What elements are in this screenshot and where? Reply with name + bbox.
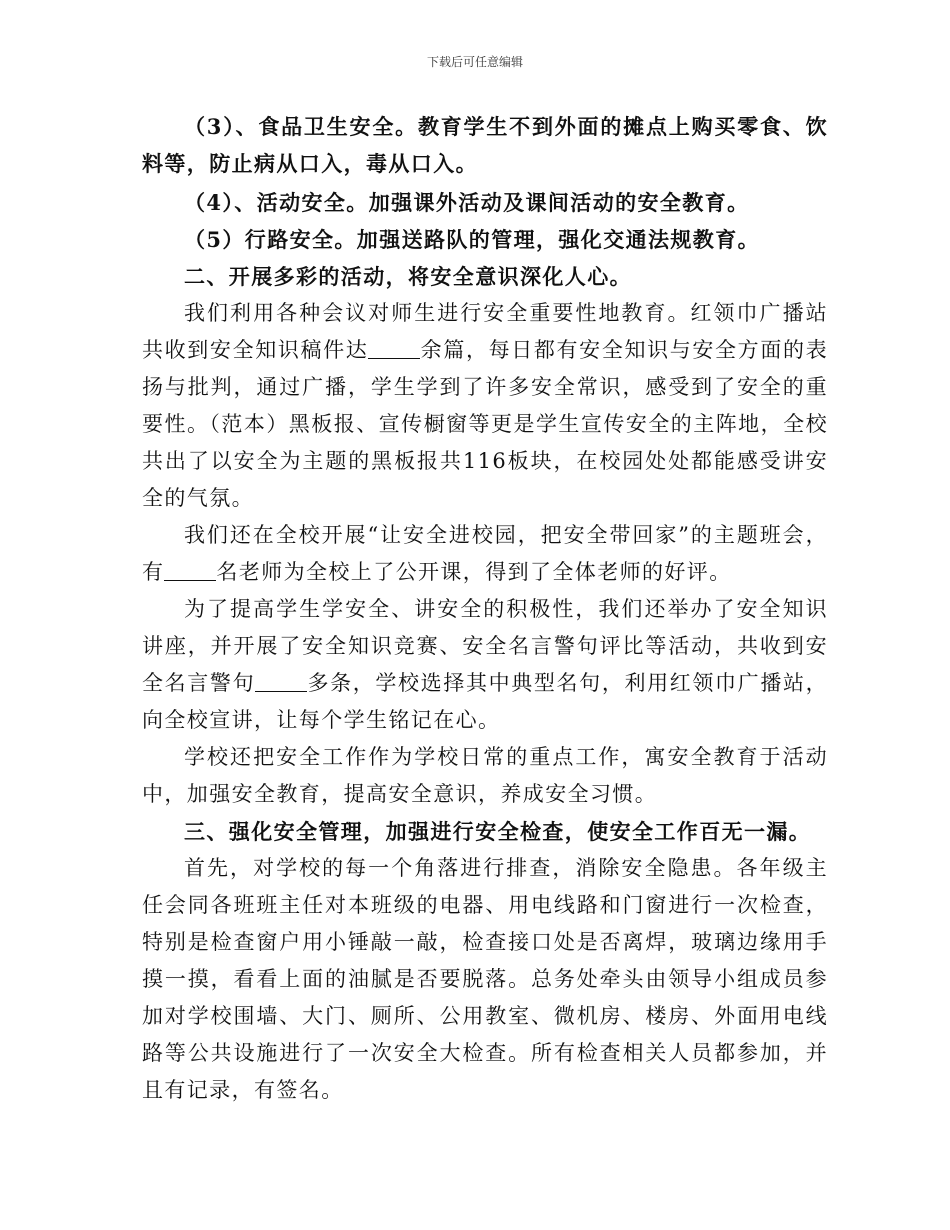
paragraph-broadcast-part-2: 余篇，每日都有安全知识与安全方面的表扬与批判，通过广播，学生学到了许多安全常识，感受到了安全的重要性。（范本）黑板报、宣传橱窗等更是学生宣传安全的主阵地，全校共出了以安全为主题的黑板报共116板块，在校园处处都能感受讲安全的气氛。 bbox=[142, 338, 829, 510]
paragraph-lectures-part-1: 为了提高学生学安全、讲安全的积极性，我们还举办了安全知识讲座，并开展了安全知识竞赛、安全名言警句评比等活动，共收到安全名言警句 bbox=[142, 597, 828, 695]
paragraph-road-safety: （5）行路安全。加强送路队的管理，强化交通法规教育。 bbox=[184, 227, 761, 252]
document-body bbox=[142, 108, 828, 1109]
paragraph-class-meeting-part-3: 名老师为全校上了公开课，得到了全体老师的好评。 bbox=[216, 560, 732, 584]
fill-in-blank bbox=[164, 560, 216, 581]
paragraph-broadcast-part-1: 我们利用各种会议对师生进行安全重要性地教育。红领巾广播站共收到安全知识稿件达 bbox=[142, 301, 828, 362]
paragraph-food-safety: （3）、食品卫生安全。教育学生不到外面的摊点上购买零食、饮料等，防止病从口入，毒从口入。 bbox=[142, 114, 828, 176]
section-heading-two: 二、开展多彩的活动，将安全意识深化人心。 bbox=[184, 264, 632, 289]
paragraph-activity-safety: （4）、活动安全。加强课外活动及课间活动的安全教育。 bbox=[184, 190, 750, 215]
paragraph-daily-work: 学校还把安全工作作为学校日常的重点工作，寓安全教育于活动中，加强安全教育，提高安全意识，养成安全习惯。 bbox=[142, 745, 828, 806]
section-heading-three: 三、强化安全管理，加强进行安全检查，使安全工作百无一漏。 bbox=[184, 819, 812, 844]
fill-in-blank bbox=[255, 671, 307, 692]
paragraph-class-meeting bbox=[142, 517, 828, 591]
paragraph-broadcast bbox=[142, 295, 828, 517]
paragraph-class-meeting-part-1: 我们还在全校开展“让安全进校园，把安全带回家”的主题班会， bbox=[184, 523, 828, 547]
paragraph-inspection: 首先，对学校的每一个角落进行排查，消除安全隐患。各年级主任会同各班班主任对本班级的电器、用电线路和门窗进行一次检查，特别是检查窗户用小锤敲一敲，检查接口处是否离焊，玻璃边缘用手摸一摸，看看上面的油腻是否要脱落。总务处牵头由领导小组成员参加对学校围墙、大门、厕所、公用教室、微机房、楼房、外面用电线路等公共设施进行了一次安全大检查。所有检查相关人员都参加，并且有记录，有签名。 bbox=[142, 856, 828, 1102]
fill-in-blank bbox=[368, 338, 420, 359]
page-header: 下载后可任意编辑 bbox=[426, 55, 523, 69]
paragraph-class-meeting-part-2: 有 bbox=[142, 560, 165, 584]
paragraph-lectures bbox=[142, 591, 828, 739]
paragraph-lectures-part-2: 多条，学校选择其中典型名句，利用红领巾广播站，向全校宣讲，让每个学生铭记在心。 bbox=[142, 671, 828, 732]
